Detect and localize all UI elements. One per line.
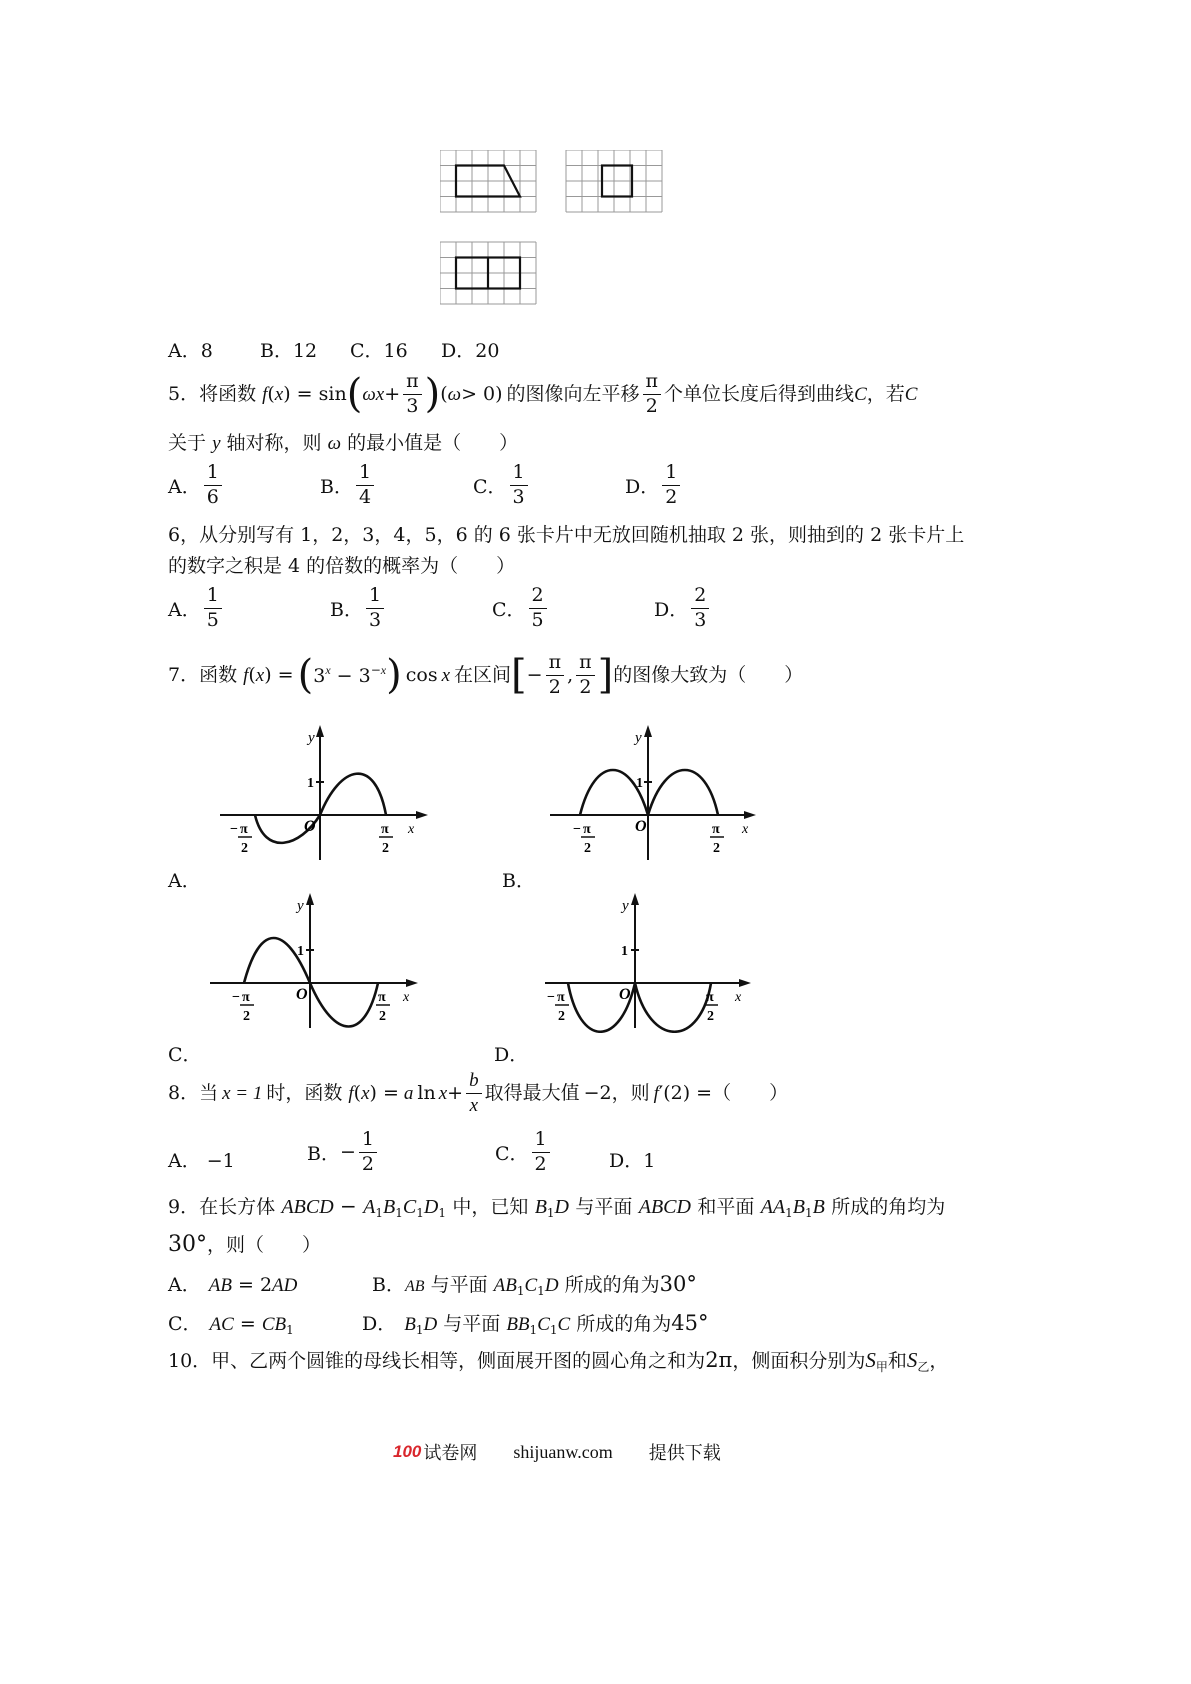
q8-mid3: ，则 [611,1081,650,1104]
q5-option-d: D． $\frac{1}{2}$ [625,463,683,508]
q4-option-a: A．8 [168,340,213,362]
q8-option-d: D．1 [609,1150,656,1172]
q6-option-d: D． $\frac{2}{3}$ [654,586,712,631]
q6-option-c: C． $\frac{2}{5}$ [492,586,550,631]
q5-prefix: 5．将函数 [168,382,257,405]
q8-prefix: 8．当 [168,1081,219,1104]
svg-text:2: 2 [584,841,591,856]
svg-text:π: π [712,822,720,837]
question-7-line: 7．函数 f ( x ) = ( $3^x - 3^{-x}$ ) cos x 在区间 [ − $\frac{\pi}{2}$ , $\frac{\pi}{2}$ ] 的图像大致为（ ） [168,650,804,698]
svg-text:1: 1 [636,776,643,791]
q5-fraction-pi-3: $\frac{\pi}{3}$ [403,372,422,417]
q5-option-b: B． $\frac{1}{4}$ [320,463,377,508]
q5-after-shift: 个单位长度后得到曲线 [664,382,855,405]
question-9-line-2: 30°，则（ ） [168,1232,322,1257]
svg-text:π: π [378,990,386,1005]
q7-graph-a [200,725,435,865]
question-6-line-1: 6，从分别写有 1，2，3，4，5，6 的 6 张卡片中无放回随机抽取 2 张，则抽到的 2 张卡片上 [168,524,965,546]
q4-option-b: B．12 [260,340,318,362]
q8-option-b: B． − $\frac{1}{2}$ [307,1130,380,1175]
svg-text:−: − [232,990,240,1005]
question-5-line-1: 5．将函数 f ( x ) = sin ( ω x + $\frac{\pi}{3}$ ) ( ω > 0) 的图像向左平移 $\frac{\pi}{2}$ 个单位长度后得到曲线 C ，若 C [168,369,918,417]
svg-text:y: y [308,730,315,746]
q7-mid: 在区间 [454,663,512,686]
q9-option-d: D． $B_1D$ 与平面 $BB_1C_1C$ 所成的角为45° [362,1311,709,1337]
q9-option-a: A． AB = 2AD [168,1274,298,1296]
q7-suffix: 的图像大致为（ ） [613,663,804,686]
q8-mid2: 取得最大值 [484,1081,580,1104]
svg-text:π: π [706,990,714,1005]
q5-line2-a: 关于 [168,432,207,454]
svg-text:O: O [635,818,647,835]
svg-text:y: y [635,730,642,746]
q4-option-d: D．20 [441,340,500,362]
q8-suffix: （ ） [712,1081,789,1104]
svg-text:π: π [557,990,565,1005]
footer-download: 提供下载 [648,1443,721,1464]
q8-mid1: 时，函数 [266,1081,343,1104]
svg-text:2: 2 [382,841,389,856]
question-8-line: 8．当 x = 1 时，函数 f ( x ) = a ln x + $\frac{b}{x}$ 取得最大值 −2 ，则 f ′(2) = （ ） [168,1069,789,1116]
q4-option-c: C．16 [350,340,408,362]
svg-text:2: 2 [379,1009,386,1024]
q8-max-value: −2 [583,1081,612,1104]
q8-option-a: A． −1 [168,1150,235,1172]
svg-text:O: O [619,986,631,1003]
svg-text:O: O [296,986,308,1003]
svg-text:π: π [242,990,250,1005]
question-10-line: 10．甲、乙两个圆锥的母线长相等，侧面展开图的圆心角之和为2π，侧面积分别为$S_甲$和$S_乙$， [168,1348,949,1374]
q7-graph-c [200,893,430,1033]
svg-text:y: y [622,898,629,914]
q5-omega: ω [362,383,376,405]
svg-text:2: 2 [558,1009,565,1024]
question-5-line-2 [168,434,518,453]
q9-option-b: B．AB 与平面 $AB_1C_1D$ 所成的角为30° [372,1272,697,1298]
front-view-grid [440,150,536,212]
svg-text:−: − [547,990,555,1005]
q6-option-b: B． $\frac{1}{3}$ [330,586,387,631]
q7-label-d: D． [494,1044,529,1066]
q5-line2-b: 轴对称，则 [226,432,322,454]
svg-text:x: x [735,990,742,1005]
q5-line2-omega: ω [327,433,342,454]
footer-logo: 100 [393,1442,422,1461]
svg-text:1: 1 [307,776,314,791]
q7-label-b: B． [502,870,535,892]
question-9-line-1: 9．在长方体 ABCD − $A_1B_1C_1D_1$ 中，已知 $B_1D$ 与平面 ABCD 和平面 $AA_1B_1B$ 所成的角均为 [168,1194,946,1220]
q7-label-a: A． [168,870,201,892]
svg-text:x: x [408,822,415,837]
q5-option-a: A． $\frac{1}{6}$ [168,463,225,508]
q5-mid: 的图像向左平移 [506,382,640,405]
q8-condition: x = 1 [222,1082,263,1104]
svg-text:2: 2 [707,1009,714,1024]
q6-option-a: A． $\frac{1}{5}$ [168,586,225,631]
footer-site-url[interactable]: shijuanw.com [513,1441,613,1462]
footer-site-name: 试卷网 [423,1443,478,1464]
top-view-grid [440,242,536,304]
svg-text:2: 2 [243,1009,250,1024]
q5-fraction-pi-2: $\frac{\pi}{2}$ [643,372,662,417]
svg-text:π: π [583,822,591,837]
q5-curve-2: C [904,383,918,405]
side-view-grid [566,150,662,212]
svg-text:−: − [573,822,581,837]
svg-text:x: x [403,990,410,1005]
q7-label-c: C． [168,1044,202,1066]
svg-text:π: π [381,822,389,837]
svg-text:2: 2 [241,841,248,856]
q5-ruo: ，若 [866,382,905,405]
q5-function: f [262,383,268,405]
q5-line2-y: y [212,433,221,454]
q7-graph-d [535,893,760,1033]
q7-graph-b [540,725,765,865]
q8-option-c: C． $\frac{1}{2}$ [495,1130,553,1175]
q7-prefix: 7．函数 [168,663,238,686]
svg-text:x: x [742,822,749,837]
q5-line2-c: 的最小值是（ ） [347,432,519,454]
svg-text:y: y [297,898,304,914]
page-footer [393,1439,721,1465]
svg-text:−: − [230,822,238,837]
svg-text:π: π [240,822,248,837]
svg-text:2: 2 [713,841,720,856]
svg-text:1: 1 [297,944,304,959]
q5-curve: C [854,383,867,405]
svg-text:O: O [304,818,316,835]
svg-text:1: 1 [621,944,628,959]
three-view-figures [440,150,680,310]
q9-option-c: C． AC = $CB_1$ [168,1313,294,1337]
q5-option-c: C． $\frac{1}{3}$ [473,463,531,508]
question-6-line-2: 的数字之积是 4 的倍数的概率为（ ） [168,555,516,577]
